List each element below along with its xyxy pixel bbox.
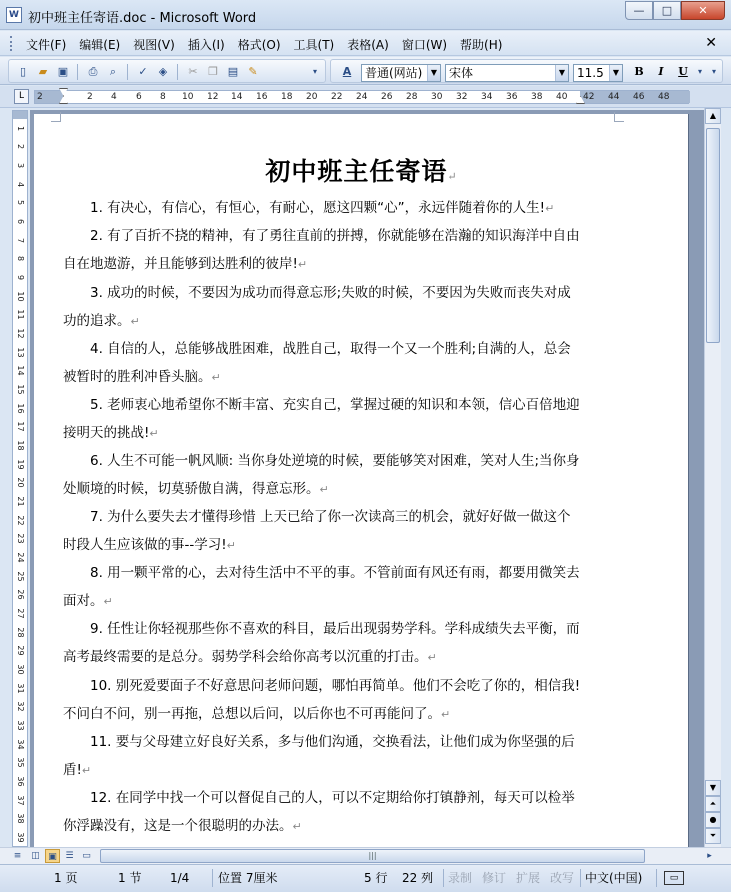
scroll-down-icon[interactable]: ▼ [705, 780, 721, 796]
print-icon[interactable]: ⎙ [88, 65, 98, 78]
menu-file[interactable]: 文件(F) [26, 38, 67, 52]
underline-button[interactable]: U [678, 65, 688, 78]
print-layout-view-icon[interactable]: ▣ [45, 849, 60, 863]
status-column: 22 列 [402, 871, 434, 885]
web-layout-view-icon[interactable]: ◫ [31, 851, 40, 861]
menu-table[interactable]: 表格(A) [347, 38, 389, 52]
print-preview-icon[interactable]: ⌕ [109, 65, 117, 78]
maximize-button[interactable]: □ [653, 1, 681, 20]
close-button[interactable]: ✕ [681, 1, 725, 20]
scroll-up-icon[interactable]: ▲ [705, 108, 721, 124]
paragraph-8[interactable]: 8. 用一颗平常的心，去对待生活中不平的事。不管前面有风还有雨，都要用微笑去面对。↵ [63, 565, 580, 609]
paragraph-9[interactable]: 9. 任性让你轻视那些你不喜欢的科目，最后出现弱势学科。学科成绩失去平衡，而高考最终需要的是总分。弱势学科会给你高考以沉重的打击。↵ [63, 621, 580, 665]
chevron-down-icon[interactable]: ▼ [427, 65, 440, 81]
standard-toolbar [8, 59, 326, 83]
formatting-toolbar [330, 59, 723, 83]
document-page[interactable] [34, 114, 689, 847]
paragraph-5[interactable]: 5. 老师衷心地希望你不断丰富、充实自己，掌握过硬的知识和本领，信心百倍地迎接明天的挑战!↵ [63, 397, 580, 441]
status-overtype[interactable]: 改写 [550, 871, 575, 885]
menu-bar [0, 31, 731, 56]
research-icon[interactable]: ◈ [158, 65, 168, 78]
status-record[interactable]: 录制 [448, 871, 473, 885]
menu-insert[interactable]: 插入(I) [187, 38, 225, 52]
paragraph-4[interactable]: 4. 自信的人，总能够战胜困难，战胜自己，取得一个又一个胜利;自满的人，总会被暂时的胜利冲昏头脑。↵ [63, 341, 571, 385]
window-controls [625, 1, 725, 21]
spelling-status-icon[interactable]: ▭ [664, 871, 684, 885]
toolbar-options-icon[interactable]: ▾ [711, 67, 716, 76]
underline-options-icon[interactable]: ▾ [697, 67, 702, 76]
menu-help[interactable]: 帮助(H) [460, 38, 503, 52]
vertical-scrollbar[interactable] [704, 108, 721, 847]
style-select[interactable] [361, 64, 441, 82]
outline-view-icon[interactable]: ☰ [65, 851, 74, 861]
status-page: 1 页 [54, 871, 78, 885]
horizontal-ruler-bar [0, 86, 731, 108]
paragraph-7[interactable]: 7. 为什么要失去才懂得珍惜 上天已给了你一次读高三的机会，就好好做一做这个时段人生应该做的事--学习!↵ [63, 509, 571, 553]
title-bar [0, 0, 731, 30]
horizontal-ruler[interactable]: 2 2 4 6 8 10 12 14 16 18 20 22 24 26 28 30 32 34 36 38 40 42 44 46 48 [34, 90, 689, 104]
style-select-value: 普通(网站) [365, 66, 423, 80]
select-browse-object-icon[interactable]: ● [705, 812, 721, 828]
status-language[interactable]: 中文(中国) [585, 871, 643, 885]
menu-format[interactable]: 格式(O) [237, 38, 281, 52]
toolbar-grip[interactable] [10, 36, 13, 51]
menu-tools[interactable]: 工具(T) [293, 38, 335, 52]
previous-page-icon[interactable]: ⏶ [705, 796, 721, 812]
menu-edit[interactable]: 编辑(E) [79, 38, 121, 52]
status-extend[interactable]: 扩展 [516, 871, 541, 885]
cut-icon[interactable]: ✂ [188, 65, 198, 78]
next-page-icon[interactable]: ⏷ [705, 828, 721, 844]
horizontal-scroll-thumb[interactable]: ||| [100, 849, 645, 863]
paragraph-3[interactable]: 3. 成功的时候，不要因为成功而得意忘形;失败的时候，不要因为失败而丧失对成功的追求。↵ [63, 285, 571, 329]
reading-layout-view-icon[interactable]: ▭ [82, 851, 91, 861]
copy-icon[interactable]: ❐ [208, 65, 218, 78]
italic-button[interactable]: I [658, 65, 664, 78]
document-title: 初中班主任寄语↵ [265, 157, 458, 186]
spelling-icon[interactable]: ✓ [138, 65, 148, 78]
menu-view[interactable]: 视图(V) [133, 38, 175, 52]
status-line: 5 行 [364, 871, 388, 885]
font-select[interactable] [445, 64, 569, 82]
window-title: 初中班主任寄语.doc - Microsoft Word [28, 11, 257, 26]
font-size-select[interactable] [573, 64, 623, 82]
new-document-icon[interactable]: ▯ [19, 65, 27, 78]
normal-view-icon[interactable]: ≡ [13, 851, 22, 861]
status-position: 位置 7厘米 [218, 871, 278, 885]
minimize-button[interactable]: — [625, 1, 653, 20]
crop-mark [51, 112, 61, 122]
open-folder-icon[interactable]: ▰ [38, 65, 48, 78]
chevron-down-icon[interactable]: ▼ [555, 65, 568, 81]
close-document-button[interactable]: ✕ [705, 35, 717, 51]
word-app-icon[interactable]: W [6, 7, 22, 23]
toolbar [0, 57, 731, 85]
chevron-down-icon[interactable]: ▼ [609, 65, 622, 81]
status-section: 1 节 [118, 871, 142, 885]
vertical-ruler[interactable]: 1 2 3 4 5 6 7 8 9 10 11 12 13 14 15 16 17 18 19 20 21 22 23 24 25 26 27 28 29 30 31 32 33 34 35 36 37 38 39 [12, 110, 28, 847]
status-bar [0, 864, 731, 892]
paragraph-6[interactable]: 6. 人生不可能一帆风顺: 当你身处逆境的时候，要能够笑对困难，笑对人生;当你身处顺境的时候，切莫骄傲自满，得意忘形。↵ [63, 453, 580, 497]
horizontal-scrollbar[interactable] [100, 849, 700, 863]
font-select-value: 宋体 [449, 66, 474, 80]
paragraph-1[interactable]: 1. 有决心，有信心，有恒心，有耐心，愿这四颗“心”，永远伴随着你的人生!↵ [90, 200, 555, 216]
tab-selector[interactable]: L [14, 89, 29, 104]
styles-pane-icon[interactable]: A [342, 65, 352, 78]
scroll-right-icon[interactable]: ▸ [707, 851, 712, 861]
menu-window[interactable]: 窗口(W) [401, 38, 448, 52]
format-painter-icon[interactable]: ✎ [248, 65, 258, 78]
paragraph-mark: ↵ [447, 170, 458, 183]
document-area[interactable] [30, 110, 704, 847]
status-page-of: 1/4 [170, 871, 190, 885]
paragraph-2[interactable]: 2. 有了百折不挠的精神，有了勇往直前的拼搏，你就能够在浩瀚的知识海洋中自由自在地遨游，并且能够到达胜利的彼岸!↵ [63, 228, 580, 272]
toolbar-options-icon[interactable]: ▾ [312, 67, 317, 76]
paragraph-12[interactable]: 12. 在同学中找一个可以督促自己的人，可以不定期给你打镇静剂，每天可以检举你浮躁没有，这是一个很聪明的办法。↵ [63, 790, 575, 834]
paragraph-10[interactable]: 10. 别死爱要面子不好意思问老师问题，哪怕再简单。他们不会吃了你的，相信我!不问白不问，别一再拖，总想以后问，以后你也不可再能问了。↵ [63, 678, 581, 722]
paragraph-11[interactable]: 11. 要与父母建立好良好关系，多与他们沟通，交换看法，让他们成为你坚强的后盾!↵ [63, 734, 575, 778]
font-size-value: 11.5 [577, 66, 604, 80]
vertical-scroll-thumb[interactable] [706, 128, 720, 343]
status-track-changes[interactable]: 修订 [482, 871, 507, 885]
crop-mark [614, 112, 624, 122]
bold-button[interactable]: B [634, 65, 644, 78]
horizontal-scrollbar-row [0, 847, 731, 864]
save-icon[interactable]: ▣ [57, 65, 69, 78]
paste-icon[interactable]: ▤ [227, 65, 239, 78]
